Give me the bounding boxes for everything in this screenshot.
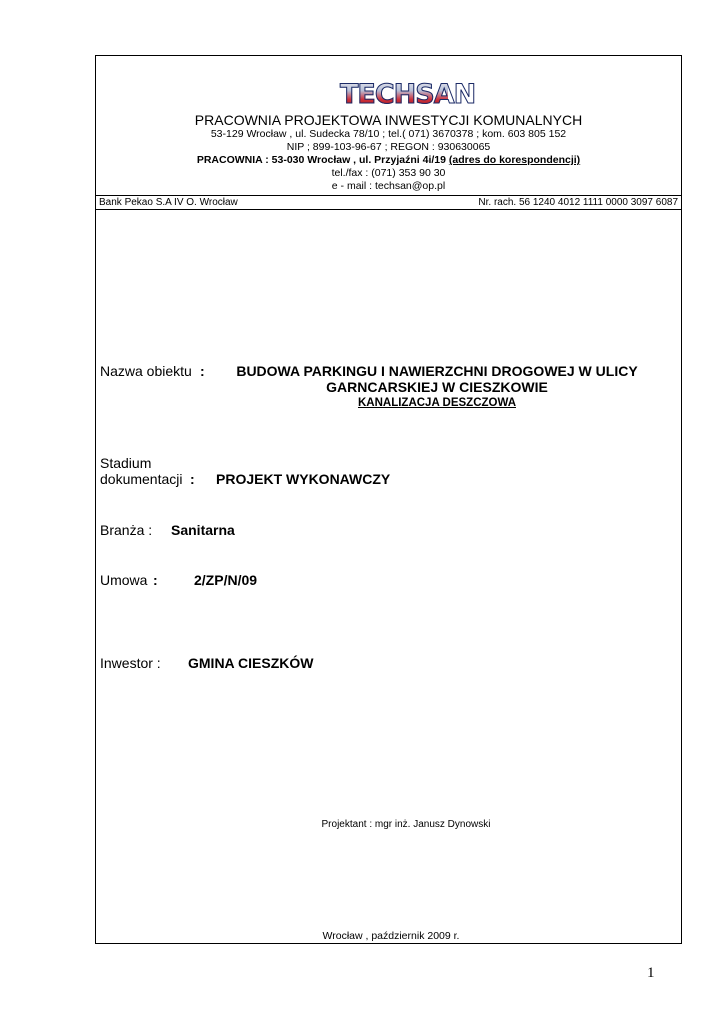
stage-colon: :	[190, 471, 195, 487]
office-address	[96, 154, 681, 167]
office-address-text: PRACOWNIA : 53-030 Wrocław , ul. Przyjaźni 4i/19	[196, 154, 449, 166]
contract-value: 2/ZP/N/09	[194, 572, 258, 588]
logo-wordmark: TECHSAN	[340, 79, 476, 110]
designer-line: Projektant : mgr inż. Janusz Dynowski	[321, 819, 491, 830]
stage-label-line1: Stadium	[100, 455, 152, 471]
company-header	[96, 56, 681, 196]
stage-value: PROJEKT WYKONAWCZY	[216, 471, 391, 487]
object-name-colon: :	[200, 363, 205, 379]
company-address: 53-129 Wrocław , ul. Sudecka 78/10 ; tel.( 071) 3670378 ; kom. 603 805 152	[210, 128, 567, 140]
investor-label: Inwestor :	[100, 655, 161, 671]
branch-label: Branża :	[100, 522, 153, 538]
object-title-line1: BUDOWA PARKINGU I NAWIERZCHNI DROGOWEJ W ULICY	[236, 363, 638, 379]
company-logo	[340, 79, 476, 110]
company-phone: tel./fax : (071) 353 90 30	[331, 167, 446, 179]
company-nip-regon: NIP ; 899-103-96-67 ; REGON : 930630065	[286, 141, 491, 153]
page-number: 1	[647, 965, 655, 981]
investor-value: GMINA CIESZKÓW	[188, 655, 314, 671]
place-date: Wrocław , październik 2009 r.	[322, 930, 460, 942]
contract-label: Umowa	[100, 572, 148, 588]
contract-colon: :	[153, 572, 158, 588]
object-name-label: Nazwa obiektu	[100, 363, 192, 379]
bank-name: Bank Pekao S.A IV O. Wrocław	[99, 197, 238, 208]
branch-value: Sanitarna	[171, 522, 235, 538]
company-name: PRACOWNIA PROJEKTOWA INWESTYCJI KOMUNALNYCH	[194, 112, 583, 128]
office-address-note: (adres do korespondencji)	[448, 154, 581, 166]
bank-account: Nr. rach. 56 1240 4012 1111 0000 3097 6087	[478, 197, 678, 208]
object-subtitle: KANALIZACJA DESZCZOWA	[357, 397, 516, 409]
bank-info-row	[96, 196, 681, 210]
object-title-line2: GARNCARSKIEJ W CIESZKOWIE	[326, 379, 548, 395]
stage-label-line2: dokumentacji	[100, 471, 183, 487]
title-page-frame	[95, 55, 682, 944]
company-email: e - mail : techsan@op.pl	[331, 180, 446, 192]
